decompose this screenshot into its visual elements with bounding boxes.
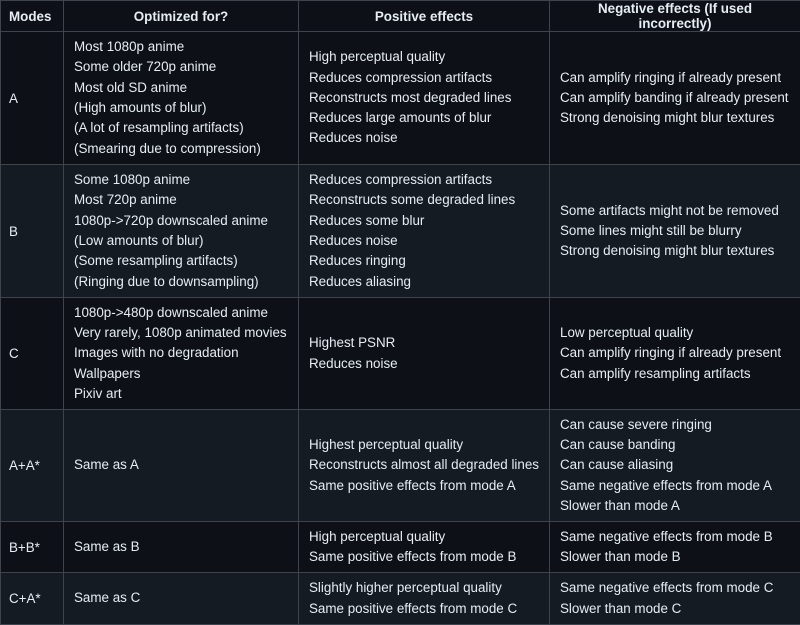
optimized-line: (Ringing due to downsampling) xyxy=(74,272,288,292)
optimized-line: Same as B xyxy=(74,537,288,557)
table-row xyxy=(1,298,800,410)
negative-cell xyxy=(550,165,800,298)
negative-cell xyxy=(550,573,800,625)
negative-line: Same negative effects from mode A xyxy=(560,476,790,496)
positive-line: Reduces ringing xyxy=(309,251,539,271)
optimized-line: Wallpapers xyxy=(74,364,288,384)
optimized-line: (Low amounts of blur) xyxy=(74,231,288,251)
negative-line: Slower than mode C xyxy=(560,599,790,619)
optimized-line: Most 720p anime xyxy=(74,190,288,210)
negative-line: Strong denoising might blur textures xyxy=(560,108,790,128)
negative-cell xyxy=(550,298,800,410)
positive-line: High perceptual quality xyxy=(309,527,539,547)
header-modes: Modes xyxy=(1,1,64,32)
positive-line: Reconstructs almost all degraded lines xyxy=(309,455,539,475)
negative-line: Same negative effects from mode C xyxy=(560,578,790,598)
positive-line: Reduces large amounts of blur xyxy=(309,108,539,128)
positive-line: Reduces compression artifacts xyxy=(309,170,539,190)
optimized-line: (Smearing due to compression) xyxy=(74,139,288,159)
positive-line: High perceptual quality xyxy=(309,47,539,67)
positive-line: Reduces noise xyxy=(309,231,539,251)
optimized-line: (High amounts of blur) xyxy=(74,98,288,118)
positive-cell xyxy=(299,165,550,298)
optimized-line: Most old SD anime xyxy=(74,78,288,98)
optimized-line: 1080p->480p downscaled anime xyxy=(74,303,288,323)
mode-cell: B+B* xyxy=(1,522,64,573)
positive-cell xyxy=(299,522,550,573)
negative-line: Can amplify banding if already present xyxy=(560,88,790,108)
optimized-line: (Some resampling artifacts) xyxy=(74,251,288,271)
optimized-line: Some 1080p anime xyxy=(74,170,288,190)
negative-line: Slower than mode B xyxy=(560,547,790,567)
mode-cell: B xyxy=(1,165,64,298)
table-row xyxy=(1,32,800,165)
mode-cell: A+A* xyxy=(1,410,64,522)
optimized-line: Very rarely, 1080p animated movies xyxy=(74,323,288,343)
positive-line: Reconstructs some degraded lines xyxy=(309,190,539,210)
negative-line: Can cause severe ringing xyxy=(560,415,790,435)
optimized-cell xyxy=(64,165,299,298)
mode-cell: A xyxy=(1,32,64,165)
optimized-cell xyxy=(64,32,299,165)
negative-cell xyxy=(550,522,800,573)
positive-line: Slightly higher perceptual quality xyxy=(309,578,539,598)
optimized-cell xyxy=(64,410,299,522)
positive-line: Same positive effects from mode C xyxy=(309,599,539,619)
positive-line: Reduces noise xyxy=(309,354,539,374)
negative-line: Can amplify resampling artifacts xyxy=(560,364,790,384)
negative-line: Some lines might still be blurry xyxy=(560,221,790,241)
header-optimized-for: Optimized for? xyxy=(64,1,299,32)
positive-cell xyxy=(299,573,550,625)
positive-line: Reduces noise xyxy=(309,128,539,148)
optimized-cell xyxy=(64,522,299,573)
positive-line: Highest perceptual quality xyxy=(309,435,539,455)
negative-line: Strong denoising might blur textures xyxy=(560,241,790,261)
mode-cell: C xyxy=(1,298,64,410)
negative-cell xyxy=(550,32,800,165)
optimized-cell xyxy=(64,573,299,625)
positive-line: Reduces some blur xyxy=(309,211,539,231)
mode-cell: C+A* xyxy=(1,573,64,625)
negative-line: Can cause aliasing xyxy=(560,455,790,475)
negative-line: Slower than mode A xyxy=(560,496,790,516)
table-row xyxy=(1,410,800,522)
optimized-cell xyxy=(64,298,299,410)
positive-cell xyxy=(299,32,550,165)
negative-line: Some artifacts might not be removed xyxy=(560,201,790,221)
optimized-line: Pixiv art xyxy=(74,384,288,404)
negative-line: Can amplify ringing if already present xyxy=(560,68,790,88)
positive-line: Reduces compression artifacts xyxy=(309,68,539,88)
table-row xyxy=(1,165,800,298)
positive-line: Highest PSNR xyxy=(309,333,539,353)
optimized-line: Most 1080p anime xyxy=(74,37,288,57)
positive-cell xyxy=(299,298,550,410)
negative-line: Can cause banding xyxy=(560,435,790,455)
positive-line: Same positive effects from mode B xyxy=(309,547,539,567)
header-negative-effects: Negative effects (If used incorrectly) xyxy=(550,1,800,32)
positive-line: Reconstructs most degraded lines xyxy=(309,88,539,108)
optimized-line: (A lot of resampling artifacts) xyxy=(74,118,288,138)
optimized-line: Same as C xyxy=(74,588,288,608)
header-positive-effects: Positive effects xyxy=(299,1,550,32)
negative-cell xyxy=(550,410,800,522)
negative-line: Same negative effects from mode B xyxy=(560,527,790,547)
positive-line: Same positive effects from mode A xyxy=(309,476,539,496)
table-row xyxy=(1,573,800,625)
positive-line: Reduces aliasing xyxy=(309,272,539,292)
header-row xyxy=(1,1,800,32)
positive-cell xyxy=(299,410,550,522)
table-row xyxy=(1,522,800,573)
optimized-line: Some older 720p anime xyxy=(74,57,288,77)
optimized-line: Images with no degradation xyxy=(74,343,288,363)
optimized-line: Same as A xyxy=(74,455,288,475)
optimized-line: 1080p->720p downscaled anime xyxy=(74,211,288,231)
negative-line: Low perceptual quality xyxy=(560,323,790,343)
negative-line: Can amplify ringing if already present xyxy=(560,343,790,363)
